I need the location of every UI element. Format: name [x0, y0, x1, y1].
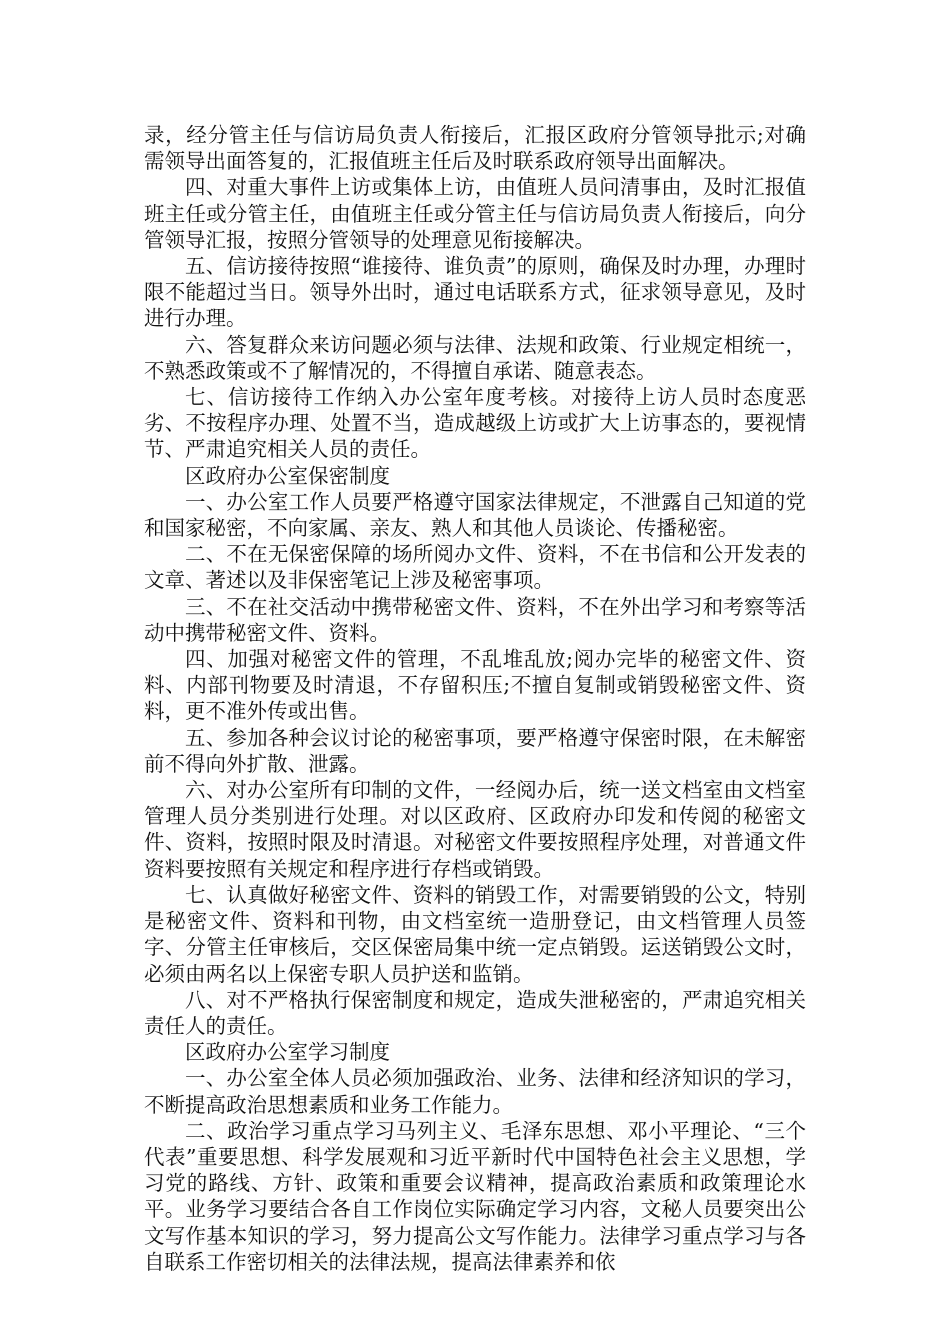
paragraph-confidentiality-item-2: 二、不在无保密保障的场所阅办文件、资料，不在书信和公开发表的文章、著述以及非保密笔记上涉及秘密事项。: [144, 542, 806, 593]
paragraph-confidentiality-item-4: 四、加强对秘密文件的管理，不乱堆乱放;阅办完毕的秘密文件、资料、内部刊物要及时清退，不存留积压;不擅自复制或销毁秘密文件、资料，更不准外传或出售。: [144, 647, 806, 724]
paragraph-confidentiality-item-3: 三、不在社交活动中携带秘密文件、资料，不在外出学习和考察等活动中携带秘密文件、资料。: [144, 594, 806, 645]
section-heading-study: 区政府办公室学习制度: [185, 1040, 390, 1065]
paragraph-continuation: 录，经分管主任与信访局负责人衔接后，汇报区政府分管领导批示;对确需领导出面答复的，汇报值班主任后及时联系政府领导出面解决。: [144, 123, 806, 174]
paragraph-confidentiality-item-8: 八、对不严格执行保密制度和规定，造成失泄秘密的，严肃追究相关责任人的责任。: [144, 987, 806, 1038]
document-body: [144, 122, 806, 1275]
paragraph-petition-item-4: 四、对重大事件上访或集体上访，由值班人员问清事由，及时汇报值班主任或分管主任，由值班主任或分管主任与信访局负责人衔接后，向分管领导汇报，按照分管领导的处理意见衔接解决。: [144, 175, 806, 252]
paragraph-study-item-2: 二、政治学习重点学习马列主义、毛泽东思想、邓小平理论、“三个代表”重要思想、科学发展观和习近平新时代中国特色社会主义思想，学习党的路线、方针、政策和重要会议精神，提高政治素质和政策理论水平。业务学习要结合各自工作岗位实际确定学习内容，文秘人员要突出公文写作基本知识的学习，努力提高公文写作能力。法律学习重点学习与各自联系工作密切相关的法律法规，提高法律素养和依: [144, 1118, 806, 1274]
paragraph-confidentiality-item-5: 五、参加各种会议讨论的秘密事项，要严格遵守保密时限，在未解密前不得向外扩散、泄露。: [144, 725, 806, 776]
paragraph-petition-item-5: 五、信访接待按照“谁接待、谁负责”的原则，确保及时办理，办理时限不能超过当日。领导外出时，通过电话联系方式，征求领导意见，及时进行办理。: [144, 254, 806, 331]
paragraph-petition-item-7: 七、信访接待工作纳入办公室年度考核。对接待上访人员时态度恶劣、不按程序办理、处置不当，造成越级上访或扩大上访事态的，要视情节、严肃追究相关人员的责任。: [144, 385, 806, 462]
paragraph-confidentiality-item-6: 六、对办公室所有印制的文件，一经阅办后，统一送文档室由文档室管理人员分类别进行处理。对以区政府、区政府办印发和传阅的秘密文件、资料，按照时限及时清退。对秘密文件要按照程序处理，对普通文件资料要按照有关规定和程序进行存档或销毁。: [144, 778, 806, 881]
section-heading-confidentiality: 区政府办公室保密制度: [185, 463, 390, 488]
paragraph-study-item-1: 一、办公室全体人员必须加强政治、业务、法律和经济知识的学习，不断提高政治思想素质和业务工作能力。: [144, 1066, 806, 1117]
paragraph-confidentiality-item-7: 七、认真做好秘密文件、资料的销毁工作，对需要销毁的公文，特别是秘密文件、资料和刊物，由文档室统一造册登记，由文档管理人员签字、分管主任审核后，交区保密局集中统一定点销毁。运送销毁公文时，必须由两名以上保密专职人员护送和监销。: [144, 882, 806, 986]
paragraph-confidentiality-item-1: 一、办公室工作人员要严格遵守国家法律规定，不泄露自己知道的党和国家秘密，不向家属、亲友、熟人和其他人员谈论、传播秘密。: [144, 489, 806, 541]
paragraph-petition-item-6: 六、答复群众来访问题必须与法律、法规和政策、行业规定相统一，不熟悉政策或不了解情况的，不得擅自承诺、随意表态。: [144, 332, 806, 383]
